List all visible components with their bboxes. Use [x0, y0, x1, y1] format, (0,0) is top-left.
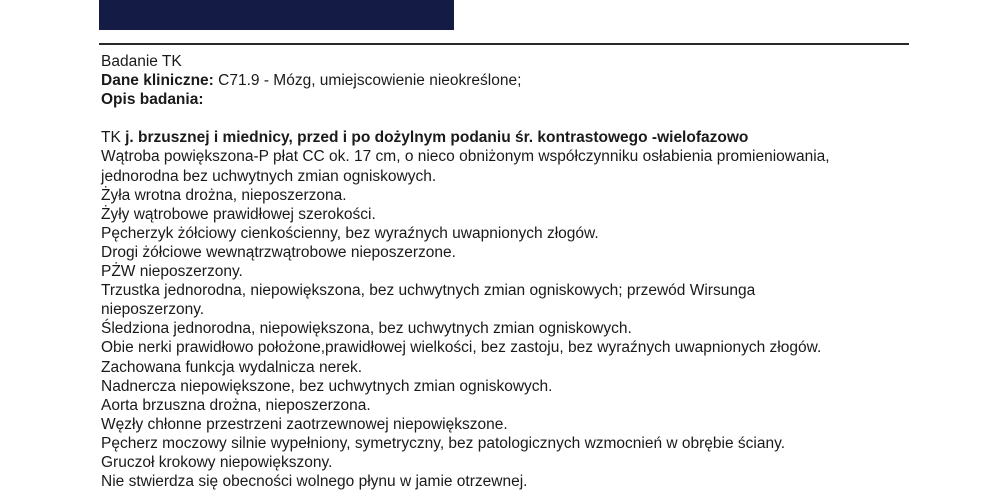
finding-line: Węzły chłonne przestrzeni zaotrzewnowej niepowiększone. — [101, 415, 508, 433]
finding-line: Obie nerki prawidłowo położone,prawidłowej wielkości, bez zastoju, bez wyraźnych uwapnionych złogów. — [101, 339, 822, 357]
finding-line: Drogi żółciowe wewnątrzwątrobowe nieposzerzone. — [101, 243, 456, 261]
finding-line: Gruczoł krokowy niepowiększony. — [101, 453, 333, 471]
report-body — [101, 52, 921, 491]
finding-line: Żyły wątrobowe prawidłowej szerokości. — [101, 205, 376, 223]
study-title — [101, 128, 921, 147]
finding-line: Nadnercza niepowiększone, bez uchwytnych zmian ogniskowych. — [101, 377, 553, 395]
clinical-data-value: C71.9 - Mózg, umiejscowienie nieokreślone; — [218, 72, 522, 90]
clinical-data-line — [101, 71, 921, 90]
finding-line: Aorta brzuszna drożna, nieposzerzona. — [101, 396, 371, 414]
description-label: Opis badania: — [101, 91, 204, 109]
spacer — [101, 109, 921, 128]
study-title-text: j. brzusznej i miednicy, przed i po dożylnym podaniu śr. kontrastowego -wielofazowo — [125, 129, 749, 147]
finding-line: PŻW nieposzerzony. — [101, 263, 243, 281]
finding-line: Pęcherzyk żółciowy cienkościenny, bez wyraźnych uwapnionych złogów. — [101, 224, 599, 242]
exam-type: Badanie TK — [101, 53, 182, 70]
study-title-prefix: TK — [101, 129, 121, 147]
header-redaction-block — [99, 0, 454, 30]
findings-list — [101, 147, 921, 491]
finding-line: Śledziona jednorodna, niepowiększona, bez uchwytnych zmian ogniskowych. — [101, 320, 632, 338]
header-divider — [99, 43, 909, 45]
finding-line: Zachowana funkcja wydalnicza nerek. — [101, 358, 363, 376]
finding-line: nieposzerzony. — [101, 301, 205, 319]
finding-line: Wątroba powiększona-P płat CC ok. 17 cm, o nieco obniżonym współczynniku osłabienia promieniowania, — [101, 148, 830, 166]
finding-line: jednorodna bez uchwytnych zmian ogniskowych. — [101, 167, 437, 185]
finding-line: Pęcherz moczowy silnie wypełniony, symetryczny, bez patologicznych wzmocnień w obrębie ściany. — [101, 434, 786, 452]
finding-line: Trzustka jednorodna, niepowiększona, bez uchwytnych zmian ogniskowych; przewód Wirsunga — [101, 282, 756, 300]
clinical-data-label: Dane kliniczne: — [101, 72, 214, 90]
finding-line: Żyła wrotna drożna, nieposzerzona. — [101, 186, 347, 204]
finding-line: Nie stwierdza się obecności wolnego płynu w jamie otrzewnej. — [101, 473, 528, 491]
